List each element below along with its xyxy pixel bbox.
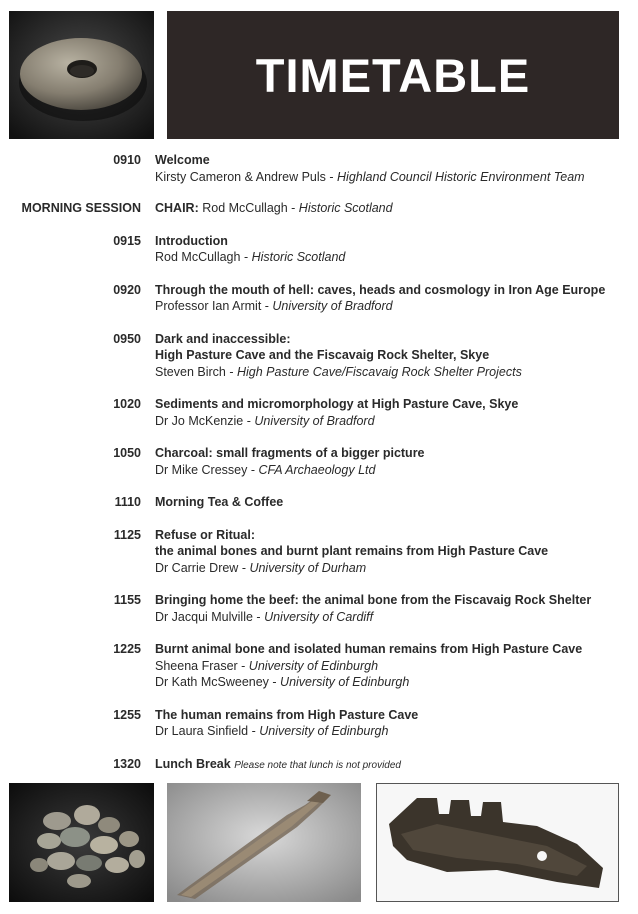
- speaker-line: Dr Mike Cressey - CFA Archaeology Ltd: [155, 462, 376, 477]
- timetable-row: [0, 756, 638, 775]
- pebbles-photo: [9, 783, 154, 902]
- speaker-line: Professor Ian Armit - University of Bradford: [155, 299, 393, 313]
- timetable-row: [0, 641, 638, 691]
- stone-ring-image: [9, 11, 154, 139]
- time-label: 1255: [113, 707, 141, 722]
- speaker-line: Sheena Fraser - University of Edinburgh: [155, 658, 379, 673]
- session-title: Charcoal: small fragments of a bigger picture: [155, 446, 425, 460]
- session-title: Morning Tea & Coffee: [155, 495, 284, 509]
- page-title: TIMETABLE: [255, 48, 531, 102]
- speaker-line: Dr Jacqui Mulville - University of Cardiff: [155, 609, 374, 624]
- session-label: MORNING SESSION: [21, 201, 141, 215]
- session-title: Bringing home the beef: the animal bone from the Fiscavaig Rock Shelter: [155, 593, 592, 607]
- timetable-row: [0, 152, 638, 185]
- session-title-line2: High Pasture Cave and the Fiscavaig Rock Shelter, Skye: [155, 348, 490, 362]
- session-title-line2: the animal bones and burnt plant remains from High Pasture Cave: [155, 544, 549, 558]
- session-title: The human remains from High Pasture Cave: [155, 707, 419, 722]
- timetable-schedule: [0, 152, 638, 774]
- comb-image: [377, 784, 618, 901]
- time-label: 1125: [113, 527, 141, 542]
- timetable-row: [0, 592, 638, 625]
- comb-photo: [376, 783, 619, 902]
- timetable-row: [0, 527, 638, 577]
- speaker-line: Dr Carrie Drew - University of Durham: [155, 560, 367, 575]
- time-label: 0920: [113, 282, 141, 297]
- session-title: Refuse or Ritual:: [155, 527, 256, 542]
- speaker-line-2: Dr Kath McSweeney - University of Edinburgh: [155, 675, 410, 689]
- session-title: Burnt animal bone and isolated human remains from High Pasture Cave: [155, 642, 583, 656]
- bone-tool-image: [167, 783, 361, 902]
- timetable-row: [0, 200, 638, 217]
- pebbles-image: [9, 783, 154, 902]
- time-label: 1020: [113, 397, 141, 411]
- time-label: 1050: [113, 446, 141, 460]
- session-title: Welcome: [155, 153, 210, 167]
- timetable-row: [0, 282, 638, 315]
- timetable-row: [0, 396, 638, 429]
- speaker-line: Rod McCullagh - Historic Scotland: [155, 250, 346, 264]
- chair-line: CHAIR: Rod McCullagh - Historic Scotland: [155, 201, 393, 215]
- session-title: Sediments and micromorphology at High Pasture Cave, Skye: [155, 397, 519, 411]
- time-label: 1110: [114, 495, 141, 509]
- time-label: 0915: [113, 233, 141, 248]
- session-title: Dark and inaccessible:: [155, 331, 291, 346]
- time-label: 1225: [113, 642, 141, 656]
- session-title: Introduction: [155, 233, 228, 248]
- time-label: 0950: [113, 331, 141, 346]
- title-banner: [167, 11, 619, 139]
- session-title: Lunch Break: [155, 756, 231, 771]
- timetable-row: [0, 494, 638, 511]
- lunch-note: Please note that lunch is not provided: [234, 759, 401, 771]
- stone-ring-photo: [9, 11, 154, 139]
- timetable-row: [0, 445, 638, 478]
- speaker-line: Steven Birch - High Pasture Cave/Fiscavaig Rock Shelter Projects: [155, 364, 522, 379]
- lunch-line: [155, 756, 638, 775]
- speaker-line: Kirsty Cameron & Andrew Puls - Highland Council Historic Environment Team: [155, 169, 585, 184]
- timetable-row: [0, 233, 638, 266]
- time-label: 0910: [113, 153, 141, 167]
- bone-tool-photo: [167, 783, 361, 902]
- speaker-line: Dr Jo McKenzie - University of Bradford: [155, 413, 375, 428]
- timetable-row: [0, 331, 638, 381]
- session-title: Through the mouth of hell: caves, heads and cosmology in Iron Age Europe: [155, 282, 606, 297]
- time-label: 1155: [113, 593, 141, 607]
- timetable-row: [0, 707, 638, 740]
- speaker-line: Dr Laura Sinfield - University of Edinburgh: [155, 724, 389, 738]
- time-label: 1320: [113, 756, 141, 771]
